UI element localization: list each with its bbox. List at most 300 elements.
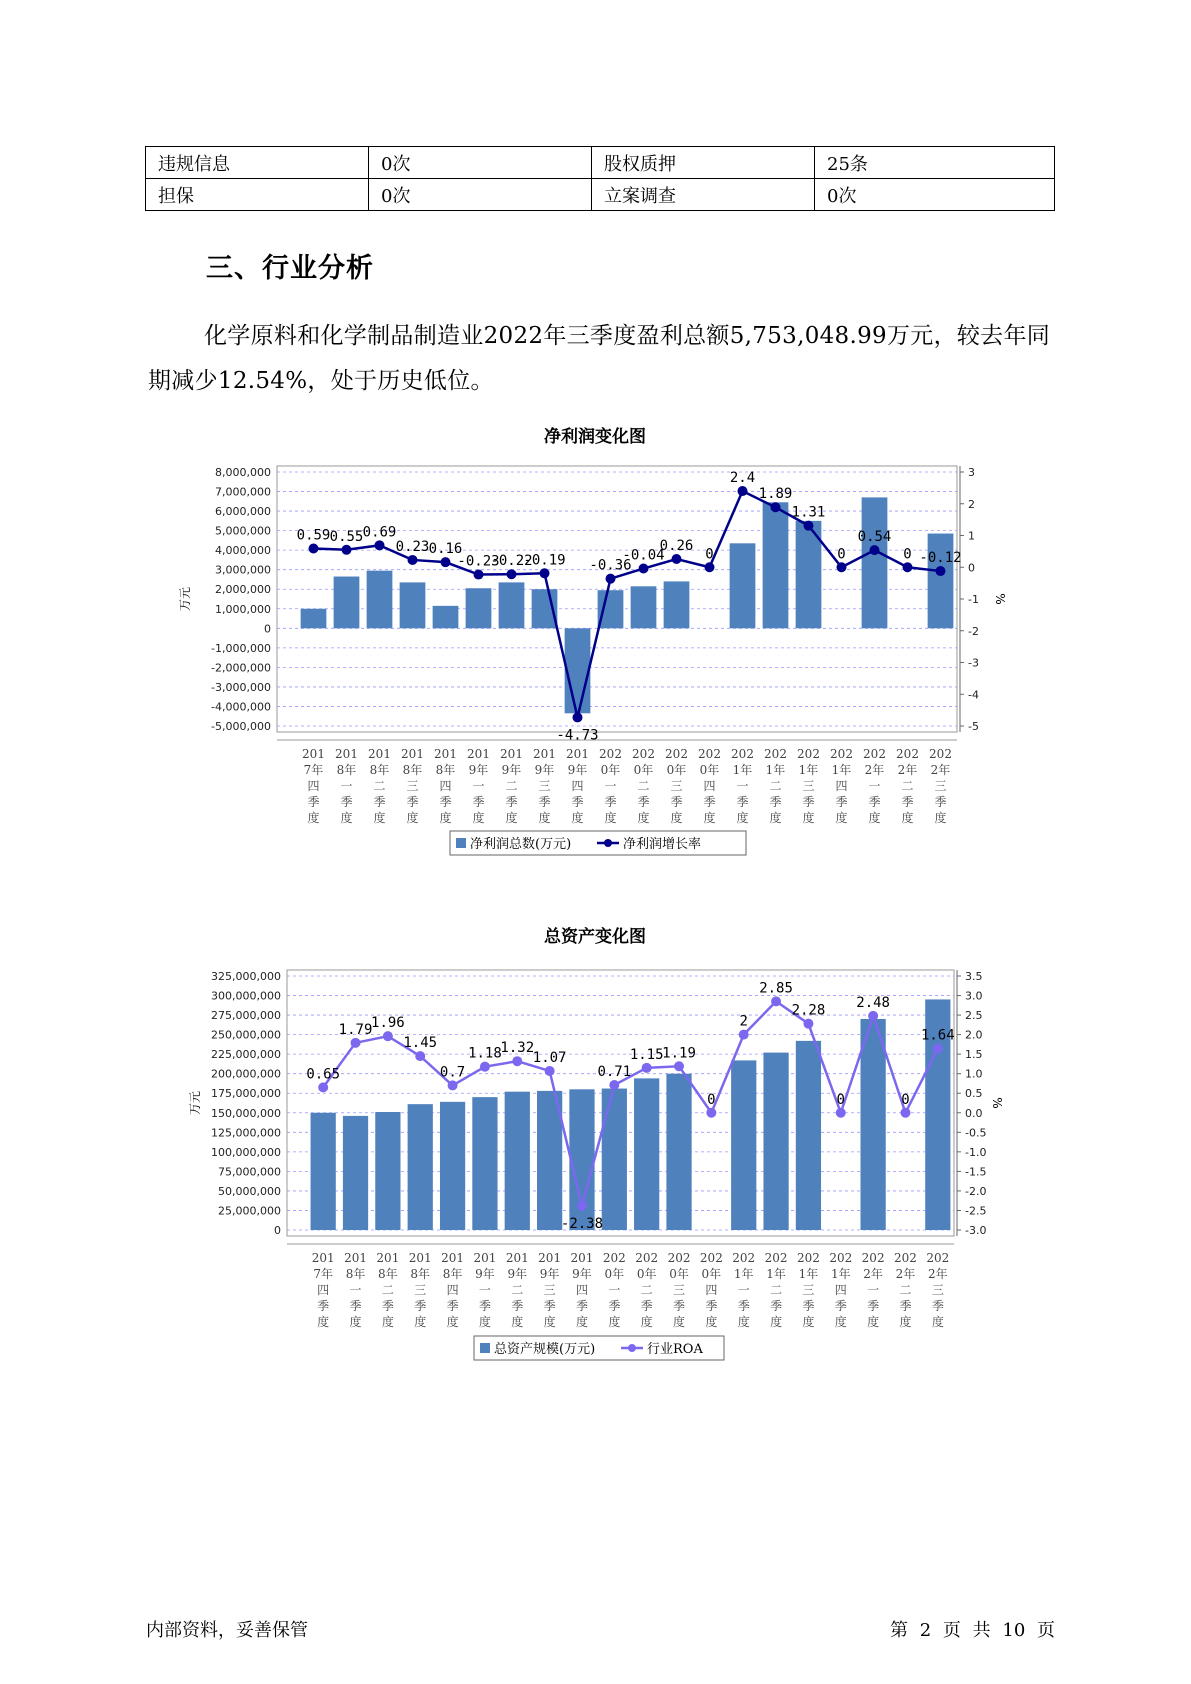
data-label: 2	[739, 1013, 748, 1030]
table-row	[146, 147, 1055, 179]
chart-title: 总资产变化图	[544, 927, 646, 947]
y-tick-label: 300,000,000	[211, 989, 281, 1003]
x-tick-label: 2年	[928, 1267, 948, 1281]
bar	[400, 582, 426, 628]
bar	[440, 1102, 465, 1230]
x-tick-label: 三	[673, 1283, 686, 1297]
data-label: 1.89	[758, 486, 793, 503]
x-tick-label: 度	[640, 1315, 653, 1329]
data-label: 0.71	[597, 1064, 632, 1081]
y-tick-label: 225,000,000	[211, 1048, 281, 1062]
line-point	[309, 544, 319, 554]
bar	[602, 1089, 627, 1230]
x-tick-label: 四	[571, 779, 584, 793]
line-point	[933, 1044, 943, 1054]
y2-tick-label: -1.0	[965, 1145, 987, 1159]
x-tick-label: 度	[637, 811, 650, 825]
y2-tick-label: 3.0	[965, 989, 983, 1003]
data-label: 0.55	[329, 528, 364, 545]
y-tick-label: -4,000,000	[211, 700, 271, 714]
x-tick-label: 0年	[600, 763, 621, 777]
data-label: -4.73	[556, 727, 599, 744]
y-tick-label: 200,000,000	[211, 1067, 281, 1081]
bar	[433, 606, 459, 628]
x-tick-label: 季	[703, 795, 716, 809]
line-point	[868, 1011, 878, 1021]
y2-tick-label: 2	[968, 497, 975, 511]
legend-bar-swatch	[480, 1343, 490, 1353]
data-label: 1.18	[468, 1045, 502, 1062]
x-tick-label: 9年	[468, 763, 489, 777]
y2-tick-label: -2.0	[965, 1184, 987, 1198]
line-point	[545, 1066, 555, 1076]
data-label: 2.28	[791, 1002, 826, 1019]
y-tick-label: 275,000,000	[211, 1009, 281, 1023]
x-tick-label: 0年	[604, 1267, 625, 1281]
x-tick-label: 2年	[897, 763, 918, 777]
table-cell: 股权质押	[592, 147, 815, 179]
x-tick-label: 202	[665, 747, 688, 761]
x-tick-label: 度	[670, 811, 683, 825]
x-tick-label: 四	[439, 779, 452, 793]
x-tick-label: 201	[505, 1251, 529, 1265]
line-point	[480, 1062, 490, 1072]
x-tick-label: 202	[861, 1251, 885, 1265]
x-tick-label: 季	[472, 795, 485, 809]
x-tick-label: 季	[899, 1299, 912, 1313]
x-tick-label: 四	[705, 1283, 718, 1297]
y-tick-label: 25,000,000	[218, 1204, 281, 1218]
x-tick-label: 201	[441, 1251, 465, 1265]
x-tick-label: 季	[478, 1299, 491, 1313]
x-tick-label: 二	[770, 1283, 783, 1297]
line-point	[415, 1051, 425, 1061]
x-tick-label: 201	[467, 747, 490, 761]
legend-line-marker	[604, 839, 612, 847]
x-tick-label: 季	[670, 795, 683, 809]
x-tick-label: 一	[478, 1283, 491, 1297]
data-label: 1.31	[791, 504, 826, 521]
x-tick-label: 度	[770, 1315, 783, 1329]
x-tick-label: 9年	[539, 1267, 560, 1281]
y2-tick-label: 1.5	[965, 1048, 983, 1062]
line-point	[507, 569, 517, 579]
bar	[472, 1097, 497, 1230]
data-label: 0.16	[428, 541, 463, 558]
bar	[763, 502, 789, 628]
x-tick-label: 202	[599, 747, 622, 761]
line-point	[771, 996, 781, 1006]
x-tick-label: 度	[414, 1315, 427, 1329]
x-tick-label: 季	[705, 1299, 718, 1313]
x-tick-label: 三	[543, 1283, 556, 1297]
line-point	[642, 1063, 652, 1073]
bar	[408, 1104, 433, 1230]
line-point	[408, 555, 418, 565]
bar	[730, 543, 756, 628]
x-tick-label: 202	[732, 1251, 756, 1265]
x-tick-label: 四	[317, 1283, 330, 1297]
x-tick-label: 三	[934, 779, 947, 793]
data-label: -0.36	[589, 557, 632, 574]
x-tick-label: 季	[608, 1299, 621, 1313]
x-tick-label: 三	[802, 1283, 815, 1297]
x-tick-label: 8年	[336, 763, 357, 777]
x-tick-label: 季	[770, 1299, 783, 1313]
section-title: 三、行业分析	[206, 253, 374, 284]
x-tick-label: 一	[737, 1283, 750, 1297]
x-tick-label: 季	[867, 1299, 880, 1313]
x-tick-label: 四	[834, 1283, 847, 1297]
x-tick-label: 1年	[798, 1267, 819, 1281]
data-label: 1.07	[532, 1049, 567, 1066]
bar	[367, 571, 393, 629]
y-tick-label: -2,000,000	[211, 661, 271, 675]
x-tick-label: 季	[834, 1299, 847, 1313]
line-point	[573, 712, 583, 722]
data-label: 1.45	[403, 1035, 438, 1052]
data-label: 0	[707, 1091, 716, 1108]
x-tick-label: 季	[317, 1299, 330, 1313]
x-tick-label: 0年	[701, 1267, 722, 1281]
line-point	[609, 1080, 619, 1090]
x-tick-label: 季	[640, 1299, 653, 1313]
x-tick-label: 0年	[636, 1267, 657, 1281]
x-tick-label: 度	[931, 1315, 944, 1329]
y-tick-label: 2,000,000	[215, 583, 271, 597]
x-tick-label: 度	[736, 811, 749, 825]
y-tick-label: 7,000,000	[215, 485, 271, 499]
bar	[301, 609, 327, 629]
x-tick-label: 202	[764, 747, 787, 761]
line-point	[342, 545, 352, 555]
x-tick-label: 季	[414, 1299, 427, 1313]
y2-tick-label: -2.5	[965, 1204, 987, 1218]
x-tick-label: 度	[307, 811, 320, 825]
x-tick-label: 三	[931, 1283, 944, 1297]
y-tick-label: 3,000,000	[215, 563, 271, 577]
y-tick-label: 250,000,000	[211, 1028, 281, 1042]
x-tick-label: 度	[673, 1315, 686, 1329]
y2-tick-label: -2	[968, 624, 979, 638]
legend-line-label: 净利润增长率	[623, 837, 702, 852]
line-point	[351, 1038, 361, 1048]
x-tick-label: 度	[349, 1315, 362, 1329]
y-tick-label: -1,000,000	[211, 641, 271, 655]
x-tick-label: 季	[340, 795, 353, 809]
x-tick-label: 季	[835, 795, 848, 809]
x-tick-label: 二	[373, 779, 386, 793]
data-label: 0	[837, 546, 846, 563]
line-point	[903, 562, 913, 572]
y2-tick-label: -3	[968, 656, 979, 670]
table-cell: 担保	[146, 179, 369, 211]
data-label: 0.65	[306, 1066, 341, 1083]
x-tick-label: 8年	[378, 1267, 398, 1281]
data-label: 2.85	[759, 980, 793, 997]
x-tick-label: 202	[863, 747, 886, 761]
x-tick-label: 2年	[863, 1267, 883, 1281]
x-tick-label: 1年	[732, 763, 753, 777]
x-tick-label: 一	[604, 779, 617, 793]
x-tick-label: 202	[929, 747, 952, 761]
y2-tick-label: 0.0	[965, 1106, 983, 1120]
x-tick-label: 202	[731, 747, 754, 761]
y2-tick-label: -3.0	[965, 1224, 987, 1237]
y-tick-label: 8,000,000	[215, 466, 271, 479]
x-tick-label: 7年	[303, 763, 324, 777]
x-tick-label: 一	[340, 779, 353, 793]
x-tick-label: 度	[538, 811, 551, 825]
line-point	[674, 1061, 684, 1071]
legend-bar-label: 净利润总数(万元)	[470, 837, 572, 852]
y2-axis-title: %	[993, 593, 1007, 605]
data-label: 1.96	[371, 1015, 405, 1032]
y-tick-label: 100,000,000	[211, 1145, 281, 1159]
x-tick-label: 9年	[507, 1267, 528, 1281]
y2-tick-label: -1.5	[965, 1165, 987, 1179]
bar	[796, 1041, 821, 1230]
x-tick-label: 8年	[410, 1267, 431, 1281]
y-tick-label: 5,000,000	[215, 524, 271, 538]
x-tick-label: 201	[368, 747, 391, 761]
x-tick-label: 度	[705, 1315, 718, 1329]
y-tick-label: 50,000,000	[218, 1184, 281, 1198]
x-tick-label: 8年	[402, 763, 423, 777]
data-label: 0	[705, 546, 714, 563]
line-point	[705, 562, 715, 572]
footer-note: 内部资料，妥善保管	[146, 1620, 308, 1641]
x-tick-label: 201	[376, 1251, 400, 1265]
x-tick-label: 202	[896, 747, 919, 761]
x-tick-label: 一	[867, 1283, 880, 1297]
x-tick-label: 季	[439, 795, 452, 809]
x-tick-label: 0年	[666, 763, 687, 777]
x-tick-label: 8年	[369, 763, 390, 777]
x-tick-label: 202	[926, 1251, 950, 1265]
x-tick-label: 季	[604, 795, 617, 809]
x-tick-label: 201	[538, 1251, 562, 1265]
x-tick-label: 季	[575, 1299, 588, 1313]
table-cell: 违规信息	[146, 147, 369, 179]
net-profit-chart-svg	[0, 420, 1191, 880]
x-tick-label: 度	[737, 1315, 750, 1329]
x-tick-label: 季	[511, 1299, 524, 1313]
x-tick-label: 季	[736, 795, 749, 809]
bar	[928, 534, 954, 629]
bar	[664, 581, 690, 628]
bar	[505, 1092, 530, 1230]
y2-tick-label: 3	[968, 466, 975, 479]
x-tick-label: 二	[637, 779, 650, 793]
x-tick-label: 四	[703, 779, 716, 793]
x-tick-label: 8年	[435, 763, 456, 777]
data-label: -0.12	[919, 550, 962, 567]
x-tick-label: 0年	[699, 763, 720, 777]
x-tick-label: 季	[934, 795, 947, 809]
x-tick-label: 0年	[669, 1267, 689, 1281]
x-tick-label: 度	[446, 1315, 459, 1329]
x-tick-label: 201	[473, 1251, 497, 1265]
x-tick-label: 季	[381, 1299, 394, 1313]
x-tick-label: 二	[899, 1283, 912, 1297]
x-tick-label: 8年	[345, 1267, 366, 1281]
x-tick-label: 季	[446, 1299, 459, 1313]
y2-tick-label: -4	[968, 688, 979, 702]
x-tick-label: 季	[769, 795, 782, 809]
x-tick-label: 度	[901, 811, 914, 825]
line-point	[512, 1056, 522, 1066]
y-tick-label: 75,000,000	[218, 1165, 281, 1179]
bar	[861, 1019, 886, 1230]
y2-tick-label: 3.5	[965, 970, 983, 983]
data-label: 1.32	[500, 1040, 535, 1057]
line-point	[606, 574, 616, 584]
data-label: -0.04	[622, 547, 665, 564]
x-tick-label: 二	[381, 1283, 394, 1297]
data-label: 0	[903, 546, 912, 563]
legend-bar-label: 总资产规模(万元)	[494, 1342, 596, 1357]
x-tick-label: 季	[802, 1299, 815, 1313]
x-tick-label: 度	[934, 811, 947, 825]
x-tick-label: 9年	[567, 763, 588, 777]
legend-line-marker	[628, 1344, 636, 1352]
y-axis-title: 万元	[178, 586, 192, 612]
x-tick-label: 季	[673, 1299, 686, 1313]
x-tick-label: 201	[311, 1251, 335, 1265]
bar	[763, 1053, 788, 1230]
x-tick-label: 201	[533, 747, 556, 761]
bar	[666, 1074, 691, 1230]
x-tick-label: 度	[899, 1315, 912, 1329]
bar	[631, 586, 657, 628]
x-tick-label: 度	[867, 1315, 880, 1329]
y-tick-label: 150,000,000	[211, 1106, 281, 1120]
line-point	[577, 1201, 587, 1211]
x-tick-label: 季	[571, 795, 584, 809]
data-label: 2.4	[729, 470, 756, 487]
x-tick-label: 度	[317, 1315, 330, 1329]
x-tick-label: 2年	[930, 763, 951, 777]
net-profit-chart	[0, 420, 1191, 880]
x-tick-label: 2年	[895, 1267, 916, 1281]
data-label: 1.15	[629, 1046, 664, 1063]
x-tick-label: 三	[406, 779, 419, 793]
y-tick-label: 125,000,000	[211, 1126, 281, 1140]
data-label: 1.19	[662, 1045, 696, 1062]
line-point	[706, 1108, 716, 1118]
total-assets-chart-svg	[0, 920, 1191, 1380]
x-tick-label: 1年	[766, 1267, 786, 1281]
y-tick-label: 6,000,000	[215, 505, 271, 519]
x-tick-label: 度	[802, 1315, 815, 1329]
x-tick-label: 度	[472, 811, 485, 825]
data-label: 0.7	[439, 1064, 466, 1081]
x-tick-label: 9年	[501, 763, 522, 777]
x-tick-label: 季	[406, 795, 419, 809]
x-tick-label: 度	[608, 1315, 621, 1329]
bar	[634, 1078, 659, 1230]
bar	[499, 582, 525, 628]
y-axis-title: 万元	[188, 1090, 202, 1116]
x-tick-label: 度	[381, 1315, 394, 1329]
x-tick-label: 度	[835, 811, 848, 825]
x-tick-label: 201	[335, 747, 358, 761]
x-tick-label: 度	[340, 811, 353, 825]
x-tick-label: 三	[802, 779, 815, 793]
bar	[565, 628, 591, 713]
x-tick-label: 一	[349, 1283, 362, 1297]
y2-tick-label: -0.5	[965, 1126, 987, 1140]
x-tick-label: 度	[543, 1315, 556, 1329]
x-tick-label: 一	[472, 779, 485, 793]
x-tick-label: 202	[632, 747, 655, 761]
line-point	[739, 1030, 749, 1040]
x-tick-label: 度	[406, 811, 419, 825]
x-tick-label: 二	[640, 1283, 653, 1297]
x-tick-label: 202	[635, 1251, 659, 1265]
section-paragraph: 化学原料和化学制品制造业2022年三季度盈利总额5,753,048.99万元，较去年同期减少12.54%，处于历史低位。	[148, 323, 1051, 394]
info-table	[145, 146, 1055, 211]
y-tick-label: 0	[274, 1224, 281, 1237]
y2-tick-label: 0.5	[965, 1087, 983, 1101]
data-label: 0.59	[296, 527, 331, 544]
line-point	[771, 502, 781, 512]
page-number: 第 2 页 共 10 页	[890, 1620, 1055, 1641]
x-tick-label: 202	[796, 1251, 820, 1265]
table-cell: 0次	[369, 179, 592, 211]
x-tick-label: 1年	[831, 763, 852, 777]
x-tick-label: 7年	[313, 1267, 333, 1281]
line-point	[803, 1019, 813, 1029]
x-tick-label: 度	[511, 1315, 524, 1329]
x-tick-label: 季	[931, 1299, 944, 1313]
bar	[375, 1112, 400, 1230]
x-tick-label: 四	[446, 1283, 459, 1297]
x-tick-label: 一	[608, 1283, 621, 1297]
x-tick-label: 季	[637, 795, 650, 809]
x-tick-label: 202	[698, 747, 721, 761]
line-point	[448, 1080, 458, 1090]
x-tick-label: 季	[505, 795, 518, 809]
x-tick-label: 二	[505, 779, 518, 793]
table-cell: 立案调查	[592, 179, 815, 211]
x-tick-label: 9年	[572, 1267, 592, 1281]
x-tick-label: 度	[703, 811, 716, 825]
table-cell: 0次	[815, 179, 1055, 211]
x-tick-label: 度	[571, 811, 584, 825]
y-tick-label: 4,000,000	[215, 544, 271, 558]
bar	[731, 1060, 756, 1230]
x-tick-label: 季	[373, 795, 386, 809]
data-label: -0.19	[523, 552, 566, 569]
y-tick-label: 1,000,000	[215, 602, 271, 616]
data-label: 0.26	[659, 537, 694, 554]
x-tick-label: 季	[543, 1299, 556, 1313]
x-tick-label: 度	[505, 811, 518, 825]
y-tick-label: -5,000,000	[211, 720, 271, 733]
x-tick-label: 202	[797, 747, 820, 761]
x-tick-label: 0年	[633, 763, 654, 777]
total-assets-chart	[0, 920, 1191, 1380]
x-tick-label: 度	[478, 1315, 491, 1329]
x-tick-label: 度	[604, 811, 617, 825]
x-tick-label: 季	[737, 1299, 750, 1313]
data-label: -0.22	[490, 553, 533, 570]
x-tick-label: 季	[538, 795, 551, 809]
legend-line-label: 行业ROA	[647, 1342, 703, 1357]
data-label: 0	[901, 1091, 910, 1108]
